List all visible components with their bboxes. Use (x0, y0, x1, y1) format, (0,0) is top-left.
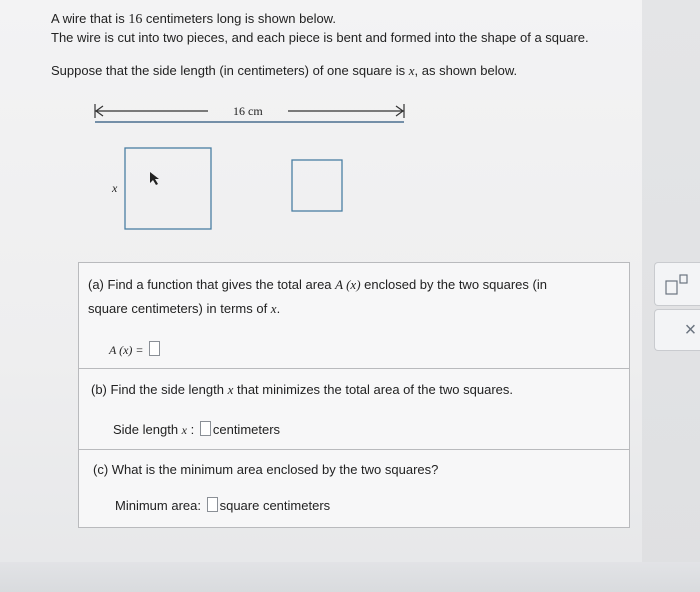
part-b-answer-row: Side length x : centimeters (113, 422, 281, 437)
square-other (292, 160, 342, 211)
part-b-panel (78, 368, 630, 450)
part-a-answer-row (109, 341, 162, 358)
part-c-answer-row: Minimum area: square centimeters (115, 498, 331, 513)
part-c-answer-input[interactable] (207, 497, 218, 512)
mouse-cursor (150, 172, 159, 185)
part-c-question: (c) What is the minimum area enclosed by the two squares? (93, 462, 439, 477)
wire-figure (0, 0, 642, 250)
part-a-question-line-2: square centimeters) in terms of x. (88, 301, 281, 316)
part-b-question: (b) Find the side length x that minimizes the total area of the two squares. (91, 382, 513, 397)
part-c-panel (78, 449, 630, 528)
intro-line-1: A wire that is 16 centimeters long is shown below. (51, 11, 336, 27)
part-a-answer-label: A (x) = (109, 343, 144, 357)
square-side-label: x (112, 181, 118, 195)
close-icon: × (684, 318, 697, 341)
wire-arrow-left (95, 104, 208, 118)
clear-button[interactable] (654, 309, 700, 351)
bottom-bar (0, 562, 700, 592)
intro-line-2: The wire is cut into two pieces, and each piece is bent and formed into the shape of a square. (51, 30, 589, 45)
superscript-icon (655, 263, 700, 307)
wire-arrow-right (288, 104, 404, 118)
part-a-question-line-1: (a) Find a function that gives the total area A (x) enclosed by the two squares (in (88, 277, 547, 292)
square-x (125, 148, 211, 229)
intro-line-3: Suppose that the side length (in centimeters) of one square is x, as shown below. (51, 63, 518, 78)
wire-length-label: 16 cm (233, 104, 263, 118)
superscript-button[interactable] (654, 262, 700, 306)
part-a-panel (78, 262, 630, 369)
part-a-answer-input[interactable] (149, 341, 160, 356)
part-b-answer-input[interactable] (200, 421, 211, 436)
